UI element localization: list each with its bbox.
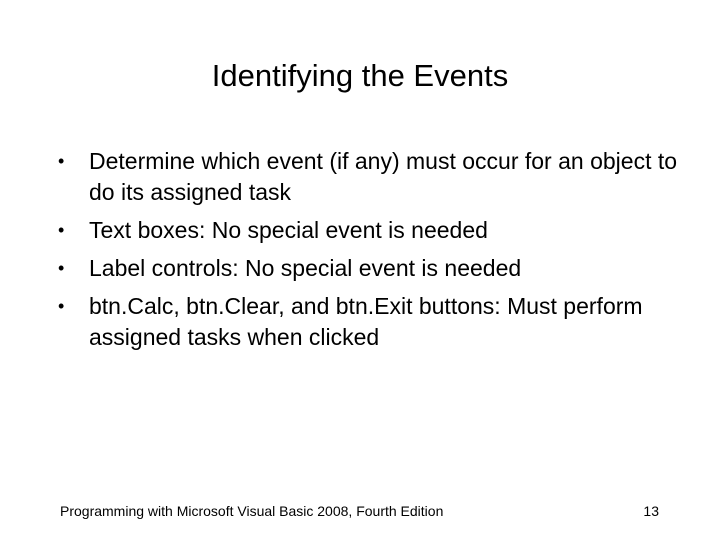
bullet-list [58, 146, 678, 360]
bullet-item: • Label controls: No special event is needed [58, 253, 678, 284]
bullet-item: • btn.Calc, btn.Clear, and btn.Exit buttons: Must perform assigned tasks when clicked [58, 291, 678, 353]
page-number: 13 [643, 503, 659, 519]
footer-text: Programming with Microsoft Visual Basic 2008, Fourth Edition [60, 503, 444, 519]
bullet-item: • Determine which event (if any) must occur for an object to do its assigned task [58, 146, 678, 208]
bullet-item: • Text boxes: No special event is needed [58, 215, 678, 246]
slide-title: Identifying the Events [211, 58, 509, 93]
